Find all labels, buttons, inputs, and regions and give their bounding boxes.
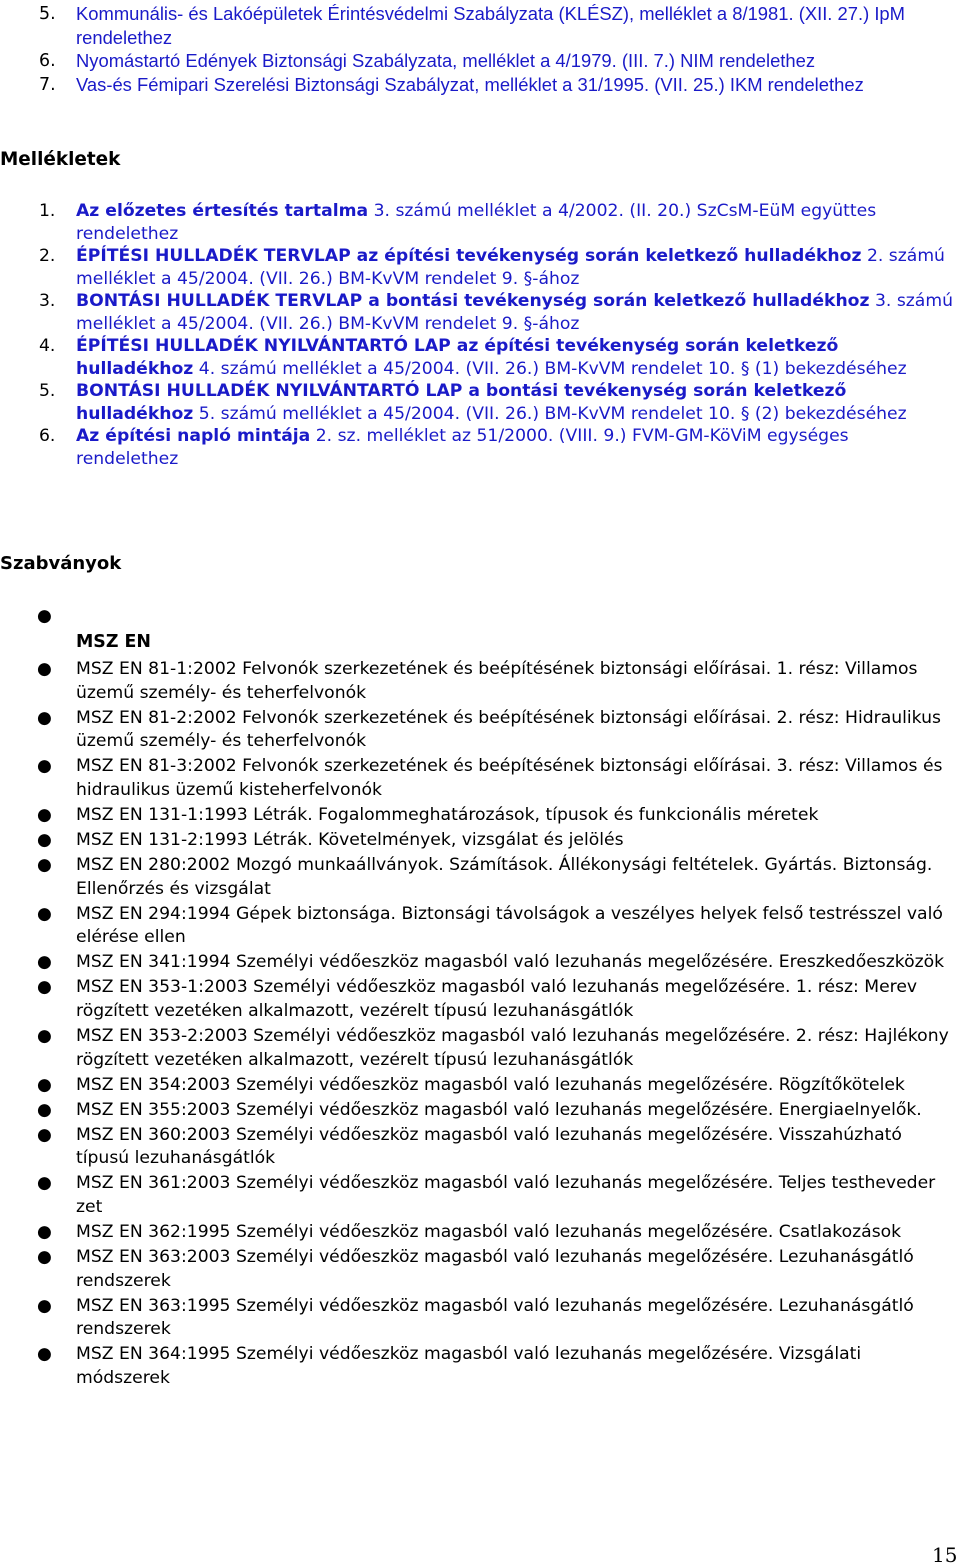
standard-item	[0, 951, 960, 975]
annex-title-link[interactable]: ÉPÍTÉSI HULLADÉK NYILVÁNTARTÓ LAP az építési tevékenység során keletkező hulladékhoz	[76, 336, 839, 379]
standard-item	[0, 829, 960, 853]
bullet-icon: ●	[37, 855, 52, 876]
standard-text: MSZ EN 360:2003 Személyi védőeszköz magasból való lezuhanás megelőzésére. Visszahúzható típusú lezuhanásgátlók	[76, 1124, 902, 1169]
list-number: 6.	[39, 426, 56, 446]
standard-text: MSZ EN 131-2:1993 Létrák. Követelmények, vizsgálat és jelölés	[76, 830, 624, 851]
standard-item	[0, 903, 960, 950]
page-number: 15	[932, 1543, 958, 1567]
standard-text: MSZ EN 131-1:1993 Létrák. Fogalommeghatározások, típusok és funkcionális méretek	[76, 804, 819, 825]
bullet-icon: ●	[37, 1222, 52, 1242]
standard-text: MSZ EN 353-2:2003 Személyi védőeszköz magasból való lezuhanás megelőzésére. 2. rész: Hajlékony rögzített vezetéken alkalmazott, vezérelt típusú lezuhanásgátlók	[76, 1026, 949, 1070]
annex-title-link[interactable]: BONTÁSI HULLADÉK NYILVÁNTARTÓ LAP a bontási tevékenység során keletkező hulladékhoz	[76, 381, 847, 424]
standard-item	[0, 1025, 960, 1072]
standard-item	[0, 1343, 960, 1390]
annex-reference[interactable]: 3. számú melléklet a 45/2004. (VII. 26.) BM-KvVM rendelet 9. §-ához	[76, 291, 953, 334]
bullet-icon: ●	[37, 1247, 52, 1268]
bullet-icon: ●	[37, 1099, 52, 1120]
list-number: 2.	[39, 246, 56, 266]
list-item[interactable]	[0, 50, 960, 74]
bullet-icon: ●	[37, 1026, 52, 1047]
list-item[interactable]	[0, 425, 960, 470]
bullet-icon: ●	[37, 1124, 52, 1145]
standard-item	[0, 976, 960, 1023]
standard-text: MSZ EN 353-1:2003 Személyi védőeszköz magasból való lezuhanás megelőzésére. 1. rész: Merev rögzített vezetéken alkalmazott, vezérelt típusú lezuhanásgátlók	[76, 977, 918, 1021]
bullet-icon: ●	[37, 1295, 52, 1316]
annex-reference[interactable]: 3. számú melléklet a 4/2002. (II. 20.) SzCsM-EüM együttes rendelethez	[76, 201, 877, 244]
standard-item	[0, 804, 960, 828]
bullet-icon: ●	[37, 952, 52, 973]
standard-item	[0, 755, 960, 802]
list-number: 5.	[39, 4, 56, 24]
regulation-link[interactable]: Vas-és Fémipari Szerelési Biztonsági Szabályzat, melléklet a 31/1995. (VII. 25.) IKM rendelethez	[76, 73, 864, 95]
list-item[interactable]	[0, 200, 960, 245]
bullet-icon: ●	[37, 903, 52, 924]
szabvanyok-heading: Szabványok	[0, 553, 122, 574]
standard-item	[0, 658, 960, 705]
regulation-link[interactable]: Kommunális- és Lakóépületek Érintésvédelmi Szabályzata (KLÉSZ), melléklet a 8/1981. (XII. 27.) IpM rendelethez	[76, 3, 905, 48]
list-number: 6.	[39, 51, 56, 71]
standard-text: MSZ EN 81-3:2002 Felvonók szerkezetének és beépítésének biztonsági előírásai. 3. rész: Villamos és hidraulikus üzemű kisteherfelvonók	[76, 756, 943, 800]
list-number: 5.	[39, 381, 56, 401]
list-number: 1.	[39, 201, 56, 221]
bullet-icon: ●	[37, 804, 52, 825]
list-item[interactable]	[0, 74, 960, 98]
list-item[interactable]	[0, 3, 960, 50]
annex-reference[interactable]: 2. számú melléklet a 45/2004. (VII. 26.) BM-KvVM rendelet 9. §-ához	[76, 246, 945, 289]
standard-text: MSZ EN 341:1994 Személyi védőeszköz magasból való lezuhanás megelőzésére. Ereszkedőeszközök	[76, 952, 945, 973]
standards-list	[0, 605, 960, 1392]
standard-item	[0, 1295, 960, 1342]
standard-item	[0, 1099, 960, 1123]
standard-text: MSZ EN 361:2003 Személyi védőeszköz magasból való lezuhanás megelőzésére. Teljes testheveder zet	[76, 1173, 936, 1217]
annex-reference[interactable]: 2. sz. melléklet az 51/2000. (VIII. 9.) FVM-GM-KöViM egységes rendelethez	[76, 426, 849, 469]
standard-text: MSZ EN 81-1:2002 Felvonók szerkezetének és beépítésének biztonsági előírásai. 1. rész: Villamos üzemű személy- és teherfelvonók	[76, 659, 918, 703]
bullet-icon: ●	[37, 606, 52, 626]
standard-item	[0, 854, 960, 901]
bullet-icon: ●	[37, 756, 52, 777]
bullet-icon: ●	[37, 659, 52, 680]
standard-text: MSZ EN 294:1994 Gépek biztonsága. Biztonsági távolságok a veszélyes helyek felső testrésszel való elérése ellen	[76, 903, 943, 948]
list-number: 3.	[39, 291, 56, 311]
regulation-list	[0, 3, 960, 97]
bullet-icon: ●	[37, 830, 52, 851]
standard-item	[0, 707, 960, 754]
bullet-icon: ●	[37, 1344, 52, 1365]
standard-item	[0, 1221, 960, 1245]
standard-item	[0, 1172, 960, 1219]
standard-text: MSZ EN 81-2:2002 Felvonók szerkezetének és beépítésének biztonsági előírásai. 2. rész: Hidraulikus üzemű személy- és teherfelvonók	[76, 707, 941, 752]
mellekletek-heading: Mellékletek	[0, 149, 121, 170]
list-number: 4.	[39, 336, 56, 356]
msz-en-spacer	[0, 633, 960, 657]
bullet-icon: ●	[37, 1074, 52, 1095]
list-item[interactable]	[0, 380, 960, 425]
standard-item	[0, 1246, 960, 1293]
list-item-empty	[0, 605, 960, 631]
annex-title-link[interactable]: ÉPÍTÉSI HULLADÉK TERVLAP az építési tevékenység során keletkező hulladékhoz	[76, 246, 862, 266]
standard-text: MSZ EN 362:1995 Személyi védőeszköz magasból való lezuhanás megelőzésére. Csatlakozások	[76, 1222, 902, 1242]
annex-list	[0, 200, 960, 470]
annex-reference[interactable]: 4. számú melléklet a 45/2004. (VII. 26.) BM-KvVM rendelet 10. § (1) bekezdéséhez	[193, 358, 907, 379]
list-item[interactable]	[0, 245, 960, 290]
annex-reference[interactable]: 5. számú melléklet a 45/2004. (VII. 26.) BM-KvVM rendelet 10. § (2) bekezdéséhez	[193, 403, 907, 424]
msz-en-heading: MSZ EN	[76, 632, 151, 652]
standard-text: MSZ EN 364:1995 Személyi védőeszköz magasból való lezuhanás megelőzésére. Vizsgálati módszerek	[76, 1344, 862, 1388]
annex-title-link[interactable]: BONTÁSI HULLADÉK TERVLAP a bontási tevékenység során keletkező hulladékhoz	[76, 291, 870, 311]
standard-text: MSZ EN 354:2003 Személyi védőeszköz magasból való lezuhanás megelőzésére. Rögzítőkötelek	[76, 1074, 905, 1095]
standard-text: MSZ EN 363:2003 Személyi védőeszköz magasból való lezuhanás megelőzésére. Lezuhanásgátló rendszerek	[76, 1247, 914, 1291]
regulation-link[interactable]: Nyomástartó Edények Biztonsági Szabályzata, melléklet a 4/1979. (III. 7.) NIM rendelethez	[76, 50, 816, 71]
list-item[interactable]	[0, 335, 960, 380]
bullet-icon: ●	[37, 977, 52, 998]
list-number: 7.	[39, 74, 56, 95]
standard-item	[0, 1124, 960, 1171]
standard-text: MSZ EN 355:2003 Személyi védőeszköz magasból való lezuhanás megelőzésére. Energiaelnyelők.	[76, 1099, 922, 1120]
bullet-icon: ●	[37, 1173, 52, 1194]
annex-title-link[interactable]: Az előzetes értesítés tartalma	[76, 201, 369, 221]
list-item[interactable]	[0, 290, 960, 335]
bullet-icon: ●	[37, 707, 52, 728]
standard-text: MSZ EN 280:2002 Mozgó munkaállványok. Számítások. Állékonysági feltételek. Gyártás. Biztonság. Ellenőrzés és vizsgálat	[76, 855, 933, 899]
standard-text: MSZ EN 363:1995 Személyi védőeszköz magasból való lezuhanás megelőzésére. Lezuhanásgátló rendszerek	[76, 1295, 914, 1340]
standard-item	[0, 1074, 960, 1098]
annex-title-link[interactable]: Az építési napló mintája	[76, 426, 311, 446]
